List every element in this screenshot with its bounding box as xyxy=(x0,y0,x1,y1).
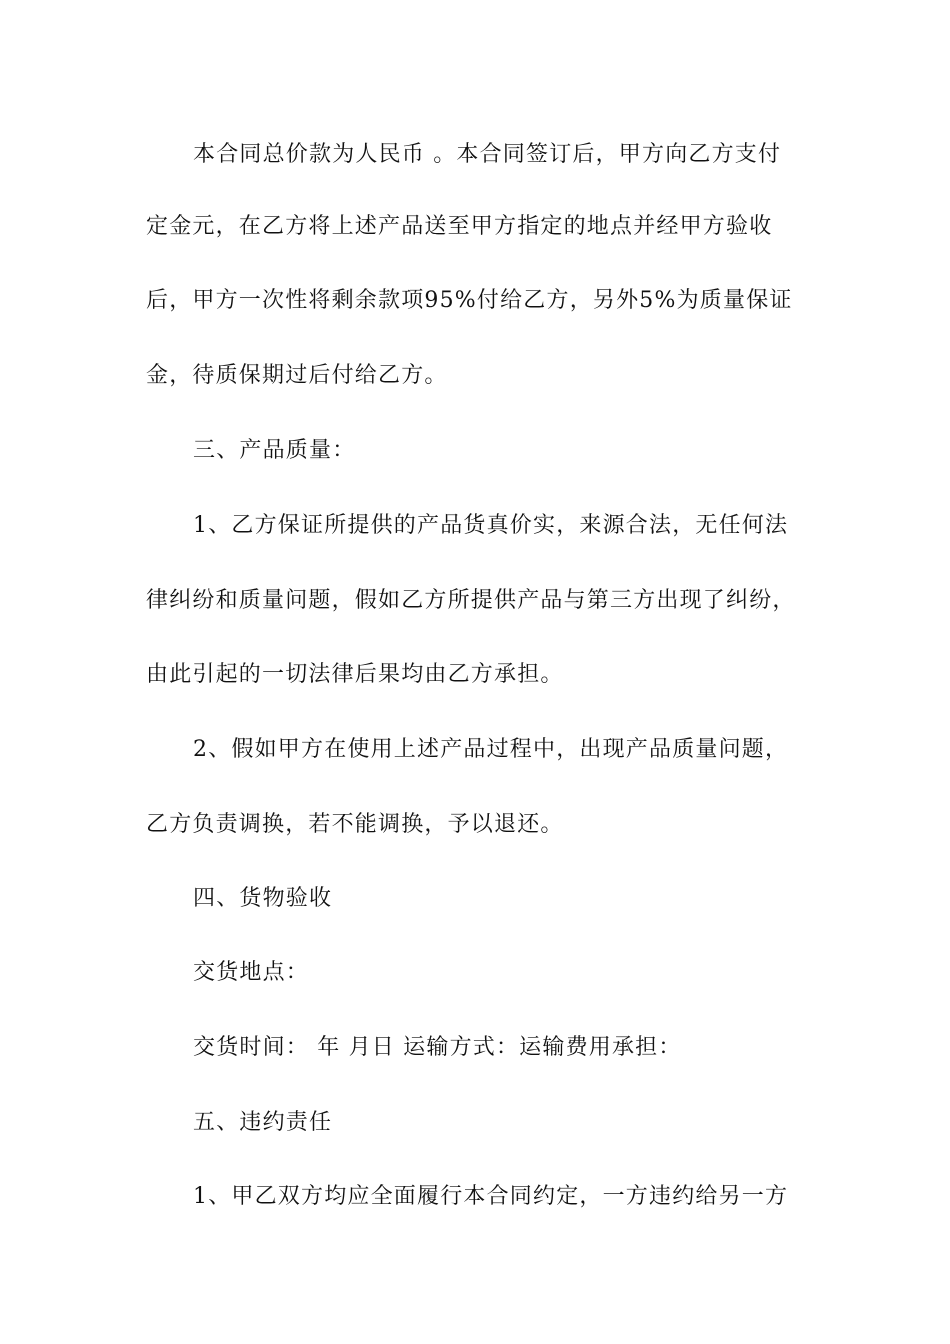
paragraph-line: 乙方负责调换，若不能调换，予以退还。 xyxy=(146,812,564,837)
paragraph-line: 2、假如甲方在使用上述产品过程中，出现产品质量问题， xyxy=(193,737,789,762)
section-heading: 三、产品质量： xyxy=(193,438,356,463)
paragraph-line: 金，待质保期过后付给乙方。 xyxy=(146,363,448,388)
paragraph-line: 后，甲方一次性将剩余款项95%付给乙方，另外5%为质量保证 xyxy=(146,288,793,313)
paragraph-line: 本合同总价款为人民币 。本合同签订后，甲方向乙方支付 xyxy=(193,142,782,167)
paragraph-line: 律纠纷和质量问题，假如乙方所提供产品与第三方出现了纠纷， xyxy=(146,588,796,613)
section-heading: 四、货物验收 xyxy=(193,886,333,911)
paragraph-line: 定金元，在乙方将上述产品送至甲方指定的地点并经甲方验收 xyxy=(146,214,773,239)
paragraph-line: 交货地点： xyxy=(193,960,310,985)
paragraph-line: 1、乙方保证所提供的产品货真价实，来源合法，无任何法 xyxy=(193,513,789,538)
section-heading: 五、违约责任 xyxy=(193,1110,333,1135)
paragraph-line: 由此引起的一切法律后果均由乙方承担。 xyxy=(146,662,564,687)
paragraph-line: 1、甲乙双方均应全面履行本合同约定，一方违约给另一方 xyxy=(193,1184,789,1209)
paragraph-line: 交货时间： 年 月日 运输方式：运输费用承担： xyxy=(193,1035,682,1060)
